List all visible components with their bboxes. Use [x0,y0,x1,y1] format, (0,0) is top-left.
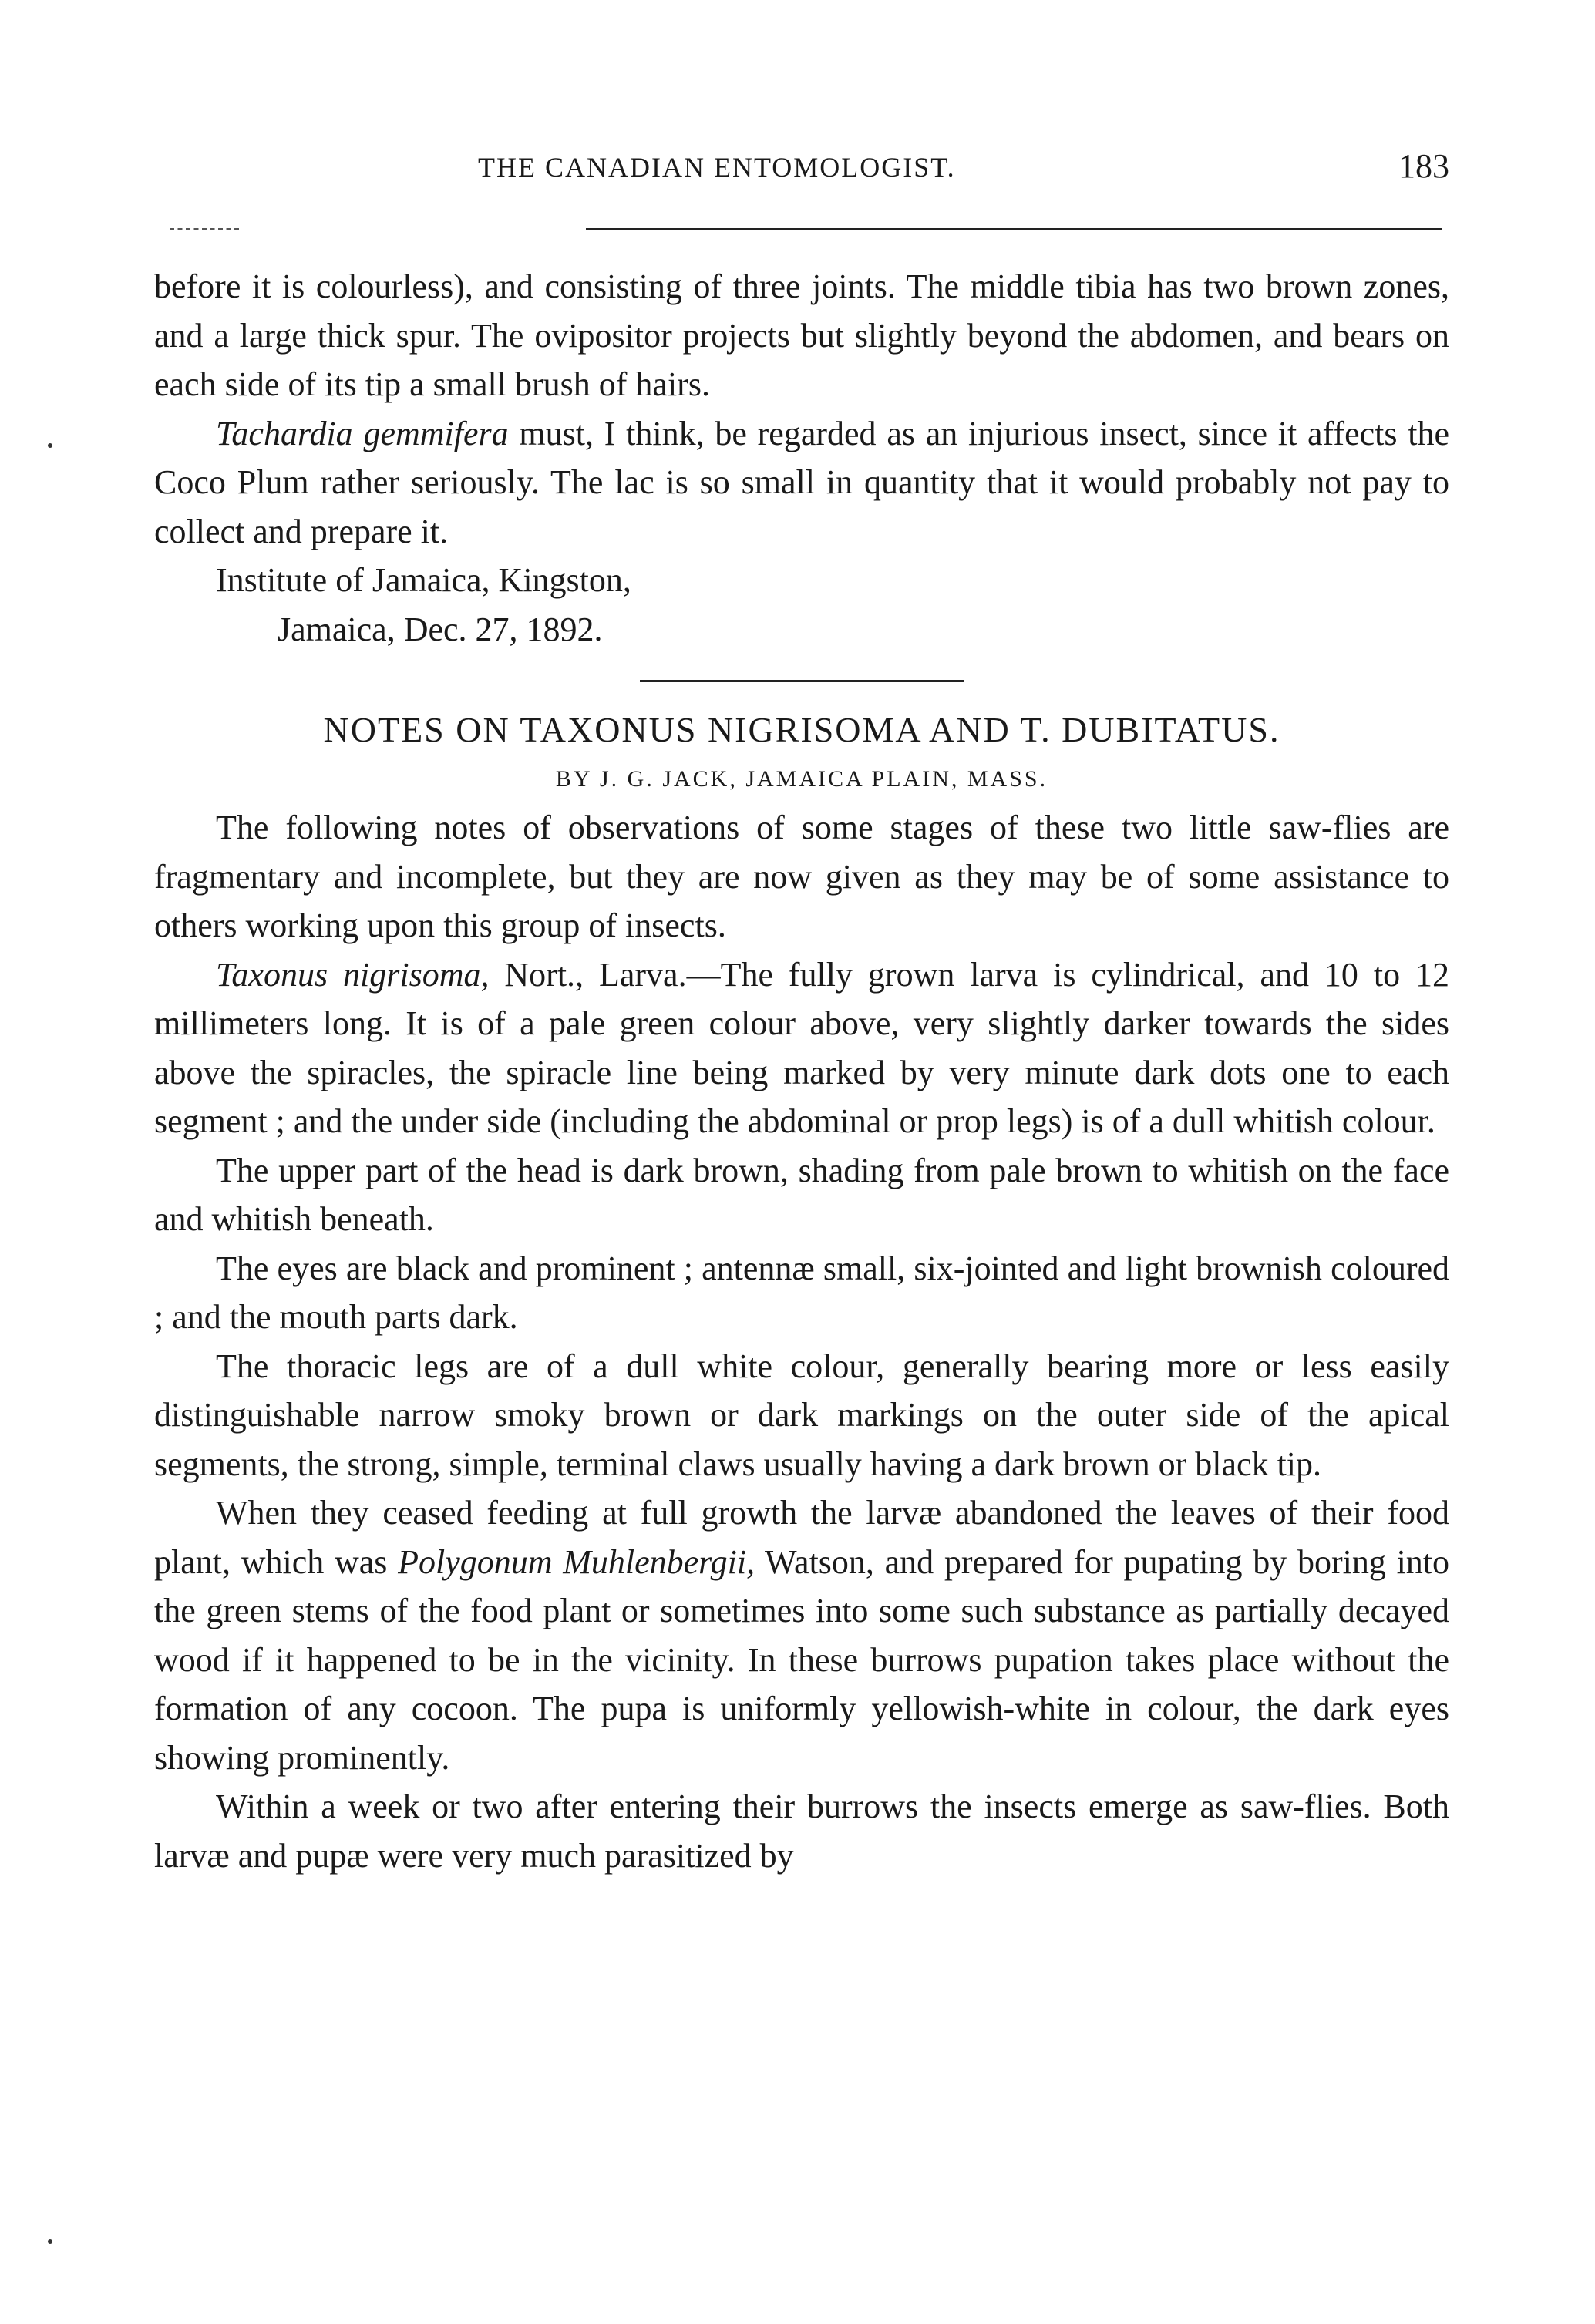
page-number: 183 [1398,147,1449,185]
margin-speck [48,2239,52,2244]
body-text [154,262,1449,1880]
species-name: Tachardia gemmifera [216,414,509,452]
running-head [154,147,1449,197]
article-title: NOTES ON TAXONUS NIGRISOMA AND T. DUBITATUS. [323,710,1280,749]
emergence-paragraph: Within a week or two after entering their burrows the insects emerge as saw-flies. Both larvæ and pupæ were very much parasitized by [154,1788,1449,1875]
head-paragraph: The upper part of the head is dark brown, shading from pale brown to whitish on the face and whitish beneath. [154,1151,1449,1238]
larva-text: Nort., Larva.—The fully grown larva is cylindrical, and 10 to 12 millimeters long. It is of a pale green colour above, very slightly darker towards the sides above the spiracles, the spiracle line being marked by very minute dark dots one to each segment ; and the under side (including the abdominal or prop legs) is of a dull whitish colour. [154,955,1449,1140]
legs-paragraph: The thoracic legs are of a dull white colour, generally bearing more or less easily distinguishable narrow smoky brown or dark markings on the outer side of the apical segments, the strong, simple, terminal claws usually having a dark brown or black tip. [154,1347,1449,1483]
food-plant-name: Polygonum Muhlenbergii, [398,1542,755,1581]
eyes-paragraph: The eyes are black and prominent ; antennæ small, six-jointed and light brownish coloured ; and the mouth parts dark. [154,1249,1449,1336]
byline: BY J. G. JACK, JAMAICA PLAIN, MASS. [555,765,1048,792]
intro-paragraph: The following notes of observations of some stages of these two little saw-flies are fragmentary and incomplete, but they are now given as they may be of some assistance to others working upon this group of insects. [154,809,1449,944]
larva-paragraph [154,950,1449,1146]
signature-line-2: Jamaica, Dec. 27, 1892. [278,610,603,648]
tachardia-paragraph [154,409,1449,557]
page [154,0,1449,2324]
margin-speck [48,443,52,448]
section-divider [640,680,964,682]
continuation-paragraph: before it is colourless), and consisting of three joints. The middle tibia has two brown zones, and a large thick spur. The ovipositor projects but slightly beyond the abdomen, and bears on each side of its tip a small brush of hairs. [154,267,1449,403]
tachardia-text: must, I think, be regarded as an injurious insect, since it affects the Coco Plum rather seriously. The lac is so small in quantity that it would probably not pay to collect and prepare it. [154,414,1449,550]
running-title: THE CANADIAN ENTOMOLOGIST. [478,152,956,183]
pupation-text-a: When they ceased feeding at full growth the larvæ abandoned the leaves of their food plant, which was [154,1494,1449,1581]
header-rule-fragment [170,228,239,230]
pupation-text-b: Watson, and prepared for pupating by boring into the green stems of the food plant or sometimes into some such substance as partially decayed wood if it happened to be in the vicinity. In these burrows pupation takes place without the formation of any cocoon. The pupa is uniformly yellowish-white in colour, the dark eyes showing prominently. [154,1542,1450,1777]
signature-line-1: Institute of Jamaica, Kingston, [216,561,631,599]
species-name: Taxonus nigrisoma, [216,955,490,994]
header-rule [586,228,1442,230]
pupation-paragraph [154,1488,1449,1782]
